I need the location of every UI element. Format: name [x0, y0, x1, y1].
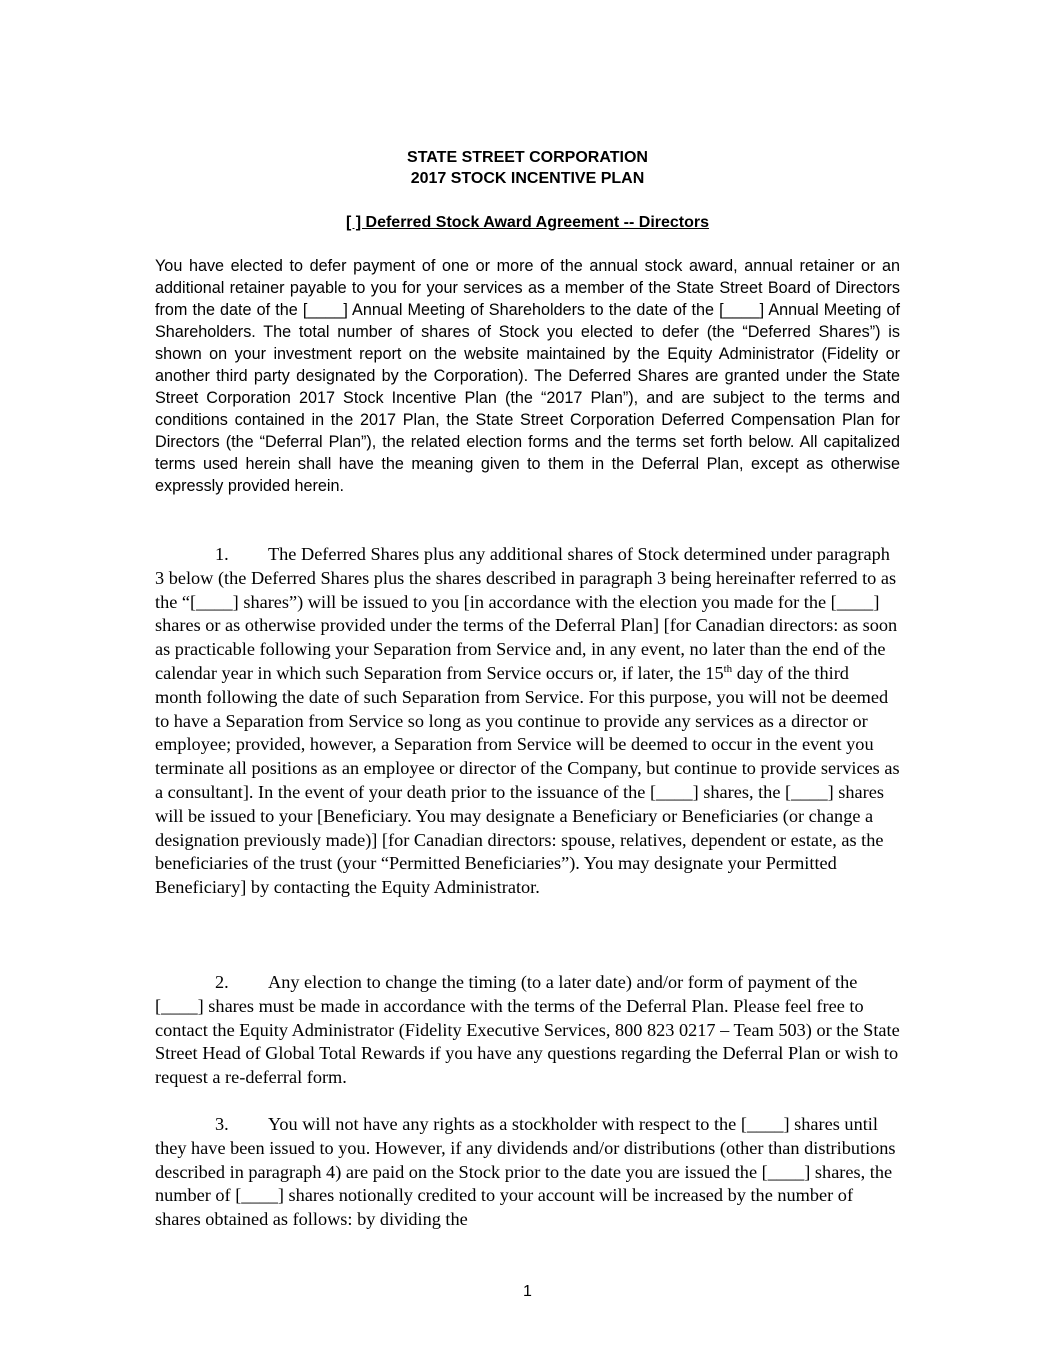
paragraph-1-number: 1. — [215, 544, 229, 564]
intro-paragraph: You have elected to defer payment of one or more of the annual stock award, annual retainer or an additional retainer payable to you for your services as a member of the State Street Board of Directors from the date of the [____] Annual Meeting of Shareholders to the date of the [____] Annual Meeting of Shareholders. The total number of shares of Stock you elected to defer (the “Deferred Shares”) is shown on your investment report on the website maintained by the Equity Administrator (Fidelity or another third party designated by the Corporation). The Deferred Shares are granted under the State Street Corporation 2017 Stock Incentive Plan (the “2017 Plan”), and are subject to the terms and conditions contained in the 2017 Plan, the State Street Corporation Deferred Compensation Plan for Directors (the “Deferral Plan”), the related election forms and the terms set forth below. All capitalized terms used herein shall have the meaning given to them in the Deferral Plan, except as otherwise expressly provided herein. — [155, 257, 900, 495]
paragraph-2 — [155, 971, 900, 1090]
paragraph-1-text-a: The Deferred Shares plus any additional shares of Stock determined under paragraph 3 below (the Deferred Shares plus the shares described in paragraph 3 being hereinafter referred to as the “[____] shares”) will be issued to you [in accordance with the election you made for the [____] shares or as otherwise provided under the terms of the Deferral Plan] [for Canadian directors: as soon as practicable following your Separation from Service and, in any event, no later than the end of the calendar year in which such Separation from Service occurs or, if later, the 15 — [155, 544, 898, 683]
paragraph-1 — [155, 543, 900, 900]
paragraph-1-text-b: day of the third month following the date of such Separation from Service. For this purpose, you will not be deemed to have a Separation from Service so long as you continue to provide any services as a director or employee; provided, however, a Separation from Service will be deemed to occur in the event you terminate all positions as an employee or director of the Company, but continue to provide services as a consultant]. In the event of your death prior to the issuance of the [____] shares, the [____] shares will be issued to your [Beneficiary. You may designate a Beneficiary or Beneficiaries (or change a designation previously made)] [for Canadian directors: spouse, relatives, dependent or estate, as the beneficiaries of the trust (your “Permitted Beneficiaries”). You may designate your Permitted Beneficiary] by contacting the Equity Administrator. — [155, 662, 900, 898]
paragraph-2-text: Any election to change the timing (to a later date) and/or form of payment of the [____] shares must be made in accordance with the terms of the Deferral Plan. Please feel free to contact the Equity Administrator (Fidelity Executive Services, 800 823 0217 – Team 503) or the State Street Head of Global Total Rewards if you have any questions regarding the Deferral Plan or wish to request a re-deferral form. — [155, 972, 900, 1088]
page-number: 1 — [523, 1283, 532, 1300]
agreement-subtitle: [ ] Deferred Stock Award Agreement -- Directors — [345, 214, 710, 231]
paragraph-3 — [155, 1113, 900, 1232]
title-line-1: STATE STREET CORPORATION — [407, 149, 648, 166]
paragraph-2-number: 2. — [215, 972, 229, 992]
title-line-2: 2017 STOCK INCENTIVE PLAN — [410, 170, 645, 187]
document-title — [155, 147, 900, 189]
paragraph-3-number: 3. — [215, 1114, 229, 1134]
paragraph-3-text: You will not have any rights as a stockholder with respect to the [____] shares until they have been issued to you. However, if any dividends and/or distributions (other than distributions described in paragraph 4) are paid on the Stock prior to the date you are issued the [____] shares, the number of [____] shares notionally credited to your account will be increased by the number of shares obtained as follows: by dividing the — [155, 1114, 896, 1230]
ordinal-superscript: th — [723, 662, 733, 675]
